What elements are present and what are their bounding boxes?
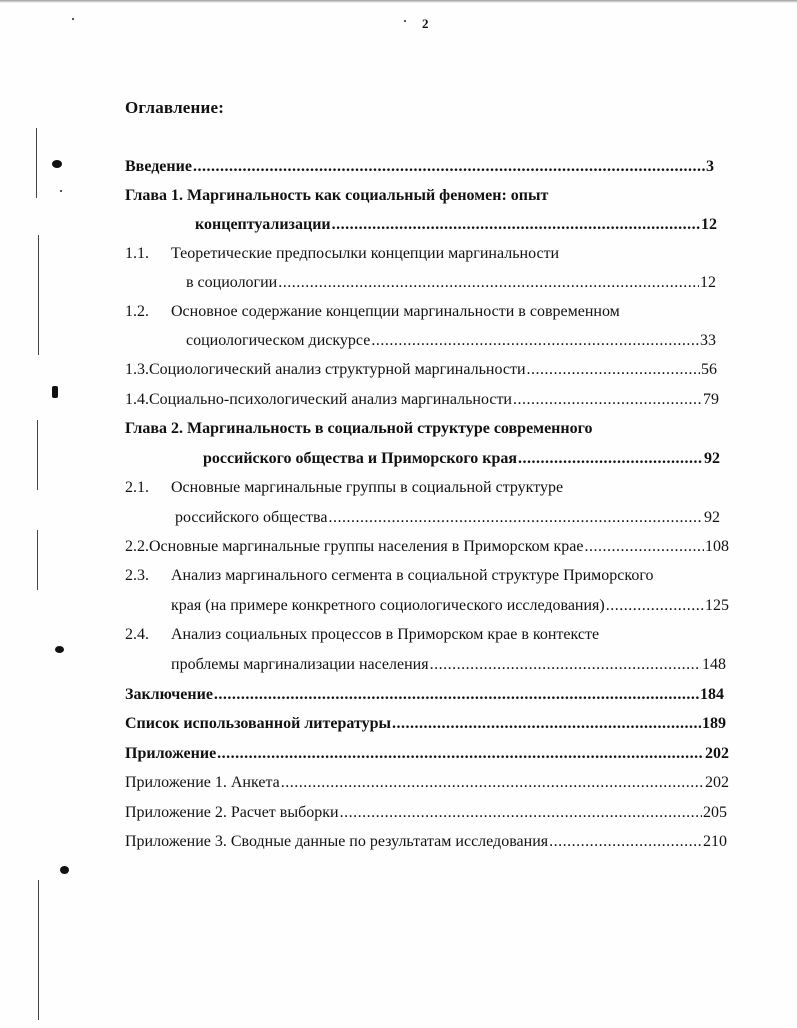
toc-leader-dots (328, 508, 703, 528)
page-number: 2 (422, 16, 429, 31)
toc-entry-text: Приложение 1. Анкета (125, 774, 280, 791)
toc-entry-introduction (125, 157, 714, 177)
scan-blot (52, 160, 62, 168)
toc-leader-dots (549, 832, 702, 852)
scan-dot (72, 18, 74, 20)
toc-entry-number: 2.1. (125, 479, 149, 496)
toc-entry-number: 2.3. (125, 567, 149, 584)
toc-entry-page: 108 (705, 538, 729, 555)
toc-entry-1-2-cont (186, 331, 716, 351)
scan-blot (55, 646, 64, 653)
toc-entry-text: Основные маргинальные группы в социальной структуре (171, 479, 564, 496)
toc-entry-text: в социологии (186, 274, 278, 291)
toc-entry-text: Приложение 3. Сводные данные по результатам исследования (125, 833, 549, 850)
scan-margin-line (37, 420, 38, 490)
toc-entry-text: Глава 2. Маргинальность в социальной структуре современного (125, 420, 593, 437)
toc-entry-page: 210 (703, 833, 727, 850)
toc-entry-bibliography (125, 714, 726, 734)
toc-leader-dots (606, 596, 704, 616)
toc-entry-1-3 (125, 360, 717, 380)
toc-entry-2-4-cont (171, 655, 726, 675)
toc-entry-page: 202 (705, 774, 729, 791)
toc-leader-dots (392, 714, 701, 734)
toc-entry-text: Заключение (125, 686, 213, 703)
toc-entry-appendix-1 (125, 773, 729, 793)
toc-entry-text: Основное содержание концепции маргинальности в современном (171, 303, 620, 320)
toc-leader-dots (214, 685, 699, 705)
toc-leader-dots (340, 803, 702, 823)
toc-entry-page: 56 (701, 361, 717, 378)
toc-entry-text: Анализ социальных процессов в Приморском крае в контексте (171, 626, 600, 643)
toc-entry-number: 2.2. (125, 538, 149, 555)
toc-entry-number: 2.4. (125, 626, 149, 643)
toc-entry-2-3 (125, 566, 654, 586)
toc-entry-2-1-cont (175, 508, 720, 528)
toc-entry-text: социологическом дискурсе (186, 332, 371, 349)
scan-margin-line (37, 530, 38, 590)
toc-entry-text: Приложение 2. Расчет выборки (125, 804, 339, 821)
toc-leader-dots (332, 215, 700, 235)
toc-entry-2-4 (125, 625, 599, 645)
toc-entry-page: 125 (705, 597, 729, 614)
scan-blot (60, 866, 69, 874)
toc-entry-page: 3 (706, 158, 714, 175)
toc-entry-page: 189 (702, 715, 726, 732)
scan-dot (404, 20, 406, 22)
toc-entry-chapter-1 (125, 186, 548, 206)
toc-leader-dots (430, 655, 701, 675)
toc-leader-dots (527, 360, 700, 380)
toc-entry-text: российского общества и Приморского края (203, 450, 518, 467)
toc-entry-page: 92 (704, 509, 720, 526)
toc-entry-appendix (125, 744, 729, 764)
scan-margin-line (38, 880, 39, 1020)
toc-entry-page: 92 (704, 450, 720, 467)
toc-leader-dots (278, 273, 699, 293)
toc-entry-text: края (на примере конкретного социологического исследования) (171, 597, 605, 614)
toc-entry-chapter-2-cont (203, 449, 720, 469)
toc-entry-text: Социологический анализ структурной маргинальности (149, 361, 526, 378)
scan-margin-line (36, 128, 37, 198)
toc-entry-1-4 (125, 390, 719, 410)
scan-margin-line (38, 235, 39, 355)
scan-blot (52, 386, 58, 398)
toc-leader-dots (371, 331, 699, 351)
scan-edge-artifact (0, 0, 797, 3)
toc-leader-dots (518, 449, 703, 469)
toc-leader-dots (513, 390, 702, 410)
toc-heading: Оглавление: (125, 98, 225, 117)
toc-entry-text: российского общества (175, 509, 328, 526)
toc-entry-2-1 (125, 478, 563, 498)
toc-entry-appendix-3 (125, 832, 727, 852)
toc-entry-text: Основные маргинальные группы населения в Приморском крае (149, 538, 584, 555)
toc-entry-number: 1.1. (125, 245, 149, 262)
toc-entry-2-2 (125, 537, 729, 557)
toc-entry-page: 205 (703, 804, 727, 821)
toc-entry-text: Социально-психологический анализ маргинальности (149, 391, 512, 408)
toc-leader-dots (584, 537, 704, 557)
toc-entry-text: Приложение (125, 745, 217, 762)
toc-entry-text: концептуализации (195, 216, 331, 233)
toc-entry-conclusion (125, 685, 724, 705)
toc-entry-page: 148 (702, 656, 726, 673)
toc-leader-dots (217, 744, 704, 764)
scan-dot (60, 190, 62, 192)
toc-leader-dots (193, 157, 705, 177)
toc-entry-text: проблемы маргинализации населения (171, 656, 429, 673)
toc-entry-chapter-1-cont (195, 215, 717, 235)
toc-entry-page: 79 (703, 391, 719, 408)
toc-entry-text: Глава 1. Маргинальность как социальный феномен: опыт (125, 187, 549, 204)
toc-entry-page: 12 (701, 216, 717, 233)
toc-entry-page: 202 (705, 745, 729, 762)
toc-entry-page: 184 (700, 686, 724, 703)
toc-entry-2-3-cont (171, 596, 729, 616)
toc-entry-number: 1.2. (125, 303, 149, 320)
toc-entry-appendix-2 (125, 803, 727, 823)
toc-entry-number: 1.3. (125, 361, 149, 378)
toc-entry-text: Введение (125, 158, 192, 175)
toc-entry-1-1 (125, 244, 559, 264)
toc-entry-page: 33 (700, 332, 716, 349)
toc-entry-text: Теоретические предпосылки концепции маргинальности (171, 245, 560, 262)
toc-entry-chapter-2 (125, 419, 592, 439)
toc-entry-1-2 (125, 302, 620, 322)
toc-entry-number: 1.4. (125, 391, 149, 408)
toc-entry-1-1-cont (186, 273, 716, 293)
toc-entry-page: 12 (700, 274, 716, 291)
toc-leader-dots (281, 773, 704, 793)
toc-entry-text: Список использованной литературы (125, 715, 391, 732)
toc-entry-text: Анализ маргинального сегмента в социальной структуре Приморского (171, 567, 654, 584)
